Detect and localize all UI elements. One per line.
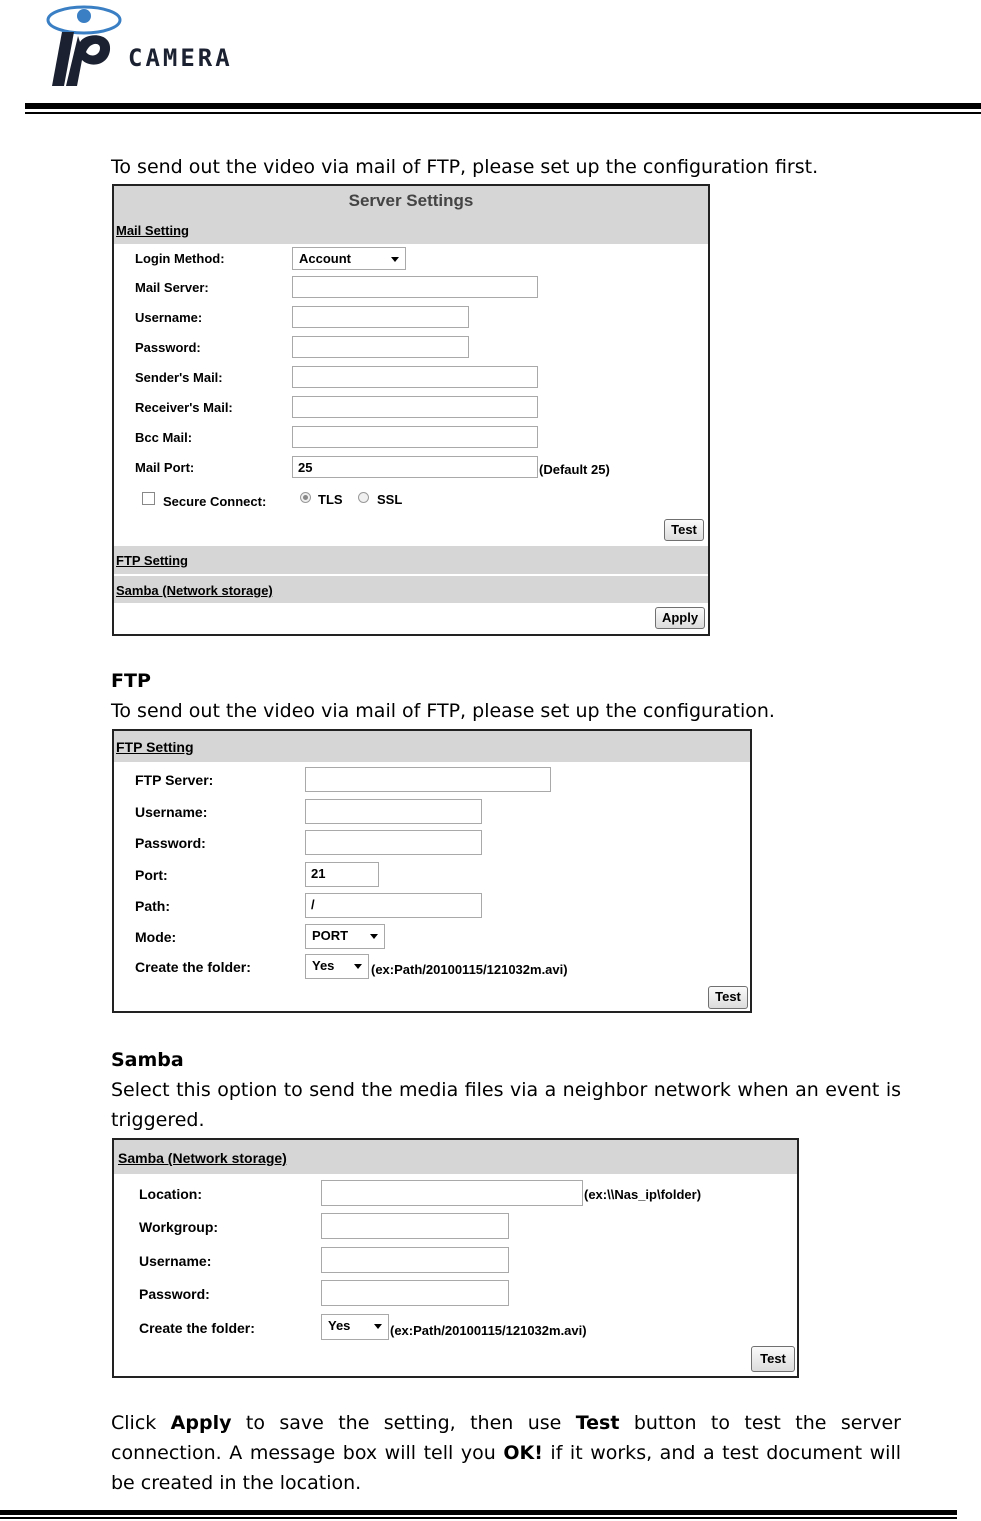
username-label: Username: [135,310,203,325]
username-input[interactable] [292,306,469,328]
samba-test-button[interactable]: Test [751,1346,795,1372]
ftp-password-label: Password: [135,835,206,851]
ftp-panel-title[interactable]: FTP Setting [116,739,194,755]
samba-workgroup-label: Workgroup: [139,1219,219,1235]
mail-port-default-note: (Default 25) [539,462,610,477]
chevron-down-icon [374,1324,382,1329]
mail-port-label: Mail Port: [135,460,195,475]
ftp-panel-bar [114,731,750,762]
ftp-username-label: Username: [135,804,208,820]
footer-rule [0,1510,957,1515]
mail-test-button[interactable]: Test [664,519,704,541]
samba-username-input[interactable] [321,1247,509,1273]
senders-mail-input[interactable] [292,366,538,388]
ftp-path-label: Path: [135,898,170,914]
chevron-down-icon [370,934,378,939]
closing-part3: button to test the server connection. A message box will tell you [111,1412,901,1464]
mail-server-label: Mail Server: [135,280,209,295]
mail-setting-bar [114,216,708,244]
ftp-mode-value: PORT [312,928,349,943]
ftp-password-input[interactable] [305,830,482,855]
samba-create-folder-value: Yes [328,1318,351,1333]
bcc-mail-input[interactable] [292,426,538,448]
ftp-port-input[interactable]: 21 [305,862,379,887]
password-label: Password: [135,340,201,355]
logo-wordmark: CAMERA [128,44,233,72]
samba-password-label: Password: [139,1286,210,1302]
ftp-setting-panel [112,729,752,1013]
tls-label: TLS [318,492,343,507]
logo-ip-mark [42,2,122,88]
samba-create-folder-note: (ex:Path/20100115/121032m.avi) [390,1323,587,1338]
samba-location-label: Location: [139,1186,202,1202]
header-rule-thin [25,112,981,114]
bcc-mail-label: Bcc Mail: [135,430,193,445]
footer-rule-thin [0,1517,957,1519]
samba-setting-bar [114,576,708,603]
apply-button[interactable]: Apply [655,607,705,629]
chevron-down-icon [354,964,362,969]
server-settings-title: Server Settings [114,186,708,216]
chevron-down-icon [391,257,399,262]
closing-part2: to save the setting, then use [231,1412,576,1434]
header-rule [25,103,981,109]
mail-server-input[interactable] [292,276,538,298]
secure-connect-label: Secure Connect: [163,494,267,509]
samba-create-folder-select[interactable] [321,1314,389,1340]
samba-panel-bar [114,1140,797,1174]
ftp-heading: FTP [111,670,151,692]
samba-location-note: (ex:\\Nas_ip\folder) [584,1187,702,1202]
password-input[interactable] [292,336,469,358]
samba-setting-panel [112,1138,799,1378]
closing-ok: OK! [503,1442,543,1464]
secure-connect-checkbox[interactable] [142,492,155,505]
closing-part4: if it works, and a test document will be created in the location. [111,1442,902,1494]
login-method-value: Account [299,251,351,266]
samba-panel-title[interactable]: Samba (Network storage) [118,1150,287,1166]
server-settings-panel [112,184,710,636]
intro-text: To send out the video via mail of FTP, please set up the configuration first. [111,156,819,178]
mail-setting-link[interactable]: Mail Setting [116,223,189,238]
ftp-mode-select[interactable] [305,924,385,949]
ftp-create-folder-select[interactable] [305,954,369,979]
ftp-username-input[interactable] [305,799,482,824]
ssl-label: SSL [377,492,403,507]
receivers-mail-input[interactable] [292,396,538,418]
tls-radio[interactable] [300,492,311,503]
login-method-label: Login Method: [135,251,225,266]
ftp-server-label: FTP Server: [135,772,214,788]
mail-port-input[interactable]: 25 [292,456,538,478]
ftp-create-folder-label: Create the folder: [135,959,251,975]
ftp-port-label: Port: [135,867,168,883]
closing-text [111,1408,901,1498]
closing-apply: Apply [170,1412,232,1434]
samba-workgroup-input[interactable] [321,1213,509,1239]
ftp-text: To send out the video via mail of FTP, please set up the configuration. [111,700,775,722]
ftp-setting-link[interactable]: FTP Setting [116,553,188,568]
closing-part1: Click [111,1412,171,1434]
senders-mail-label: Sender's Mail: [135,370,223,385]
samba-location-input[interactable] [321,1180,583,1206]
ssl-radio[interactable] [358,492,369,503]
samba-setting-link[interactable]: Samba (Network storage) [116,583,273,598]
ftp-test-button[interactable]: Test [708,986,748,1009]
login-method-select[interactable] [292,247,406,270]
samba-text: Select this option to send the media files via a neighbor network when an event is triggered. [111,1079,901,1131]
ftp-server-input[interactable] [305,767,551,792]
ftp-path-input[interactable]: / [305,893,482,918]
samba-username-label: Username: [139,1253,212,1269]
ftp-setting-bar [114,546,708,574]
ftp-create-folder-value: Yes [312,958,335,973]
samba-create-folder-label: Create the folder: [139,1320,255,1336]
samba-password-input[interactable] [321,1280,509,1306]
ftp-mode-label: Mode: [135,929,177,945]
closing-test: Test [575,1412,620,1434]
receivers-mail-label: Receiver's Mail: [135,400,233,415]
ftp-create-folder-note: (ex:Path/20100115/121032m.avi) [371,962,568,977]
samba-heading: Samba [111,1049,184,1071]
